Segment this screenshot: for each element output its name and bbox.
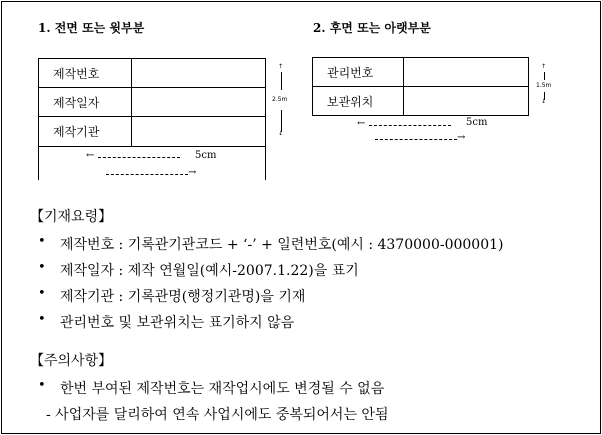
back-row-label: 관리번호 — [313, 58, 404, 87]
arrow-left-icon: ← — [86, 150, 95, 161]
arrow-down-icon: ↓ — [278, 130, 284, 137]
bullet-icon: • — [38, 378, 46, 393]
front-title: 1. 전면 또는 윗부분 — [38, 21, 145, 35]
bullet-icon: • — [38, 260, 46, 275]
dimension-line — [98, 157, 180, 158]
instruction-item: 제작기관 : 기록관명(행정기관명)을 기재 — [60, 289, 306, 305]
dimension-line — [281, 72, 282, 90]
bullet-icon: • — [38, 286, 46, 301]
front-label-table — [38, 58, 266, 147]
dimension-line — [544, 72, 545, 80]
back-row-value — [404, 58, 529, 87]
dimension-line — [375, 139, 457, 140]
front-height-label: 2.5m — [272, 96, 288, 103]
front-row-label: 제작일자 — [39, 88, 132, 117]
back-height-label: 1.5m — [536, 82, 552, 89]
arrow-up-icon: ↑ — [278, 63, 284, 70]
dimension-line — [106, 174, 188, 175]
instruction-item: 제작일자 : 제작 연월일(예시-2007.1.22)을 표기 — [60, 263, 359, 279]
arrow-right-icon: → — [457, 132, 466, 143]
back-width-label: 5cm — [466, 117, 488, 128]
back-label-table — [312, 57, 529, 116]
note-item: 한번 부여된 제작번호는 재작업시에도 변경될 수 없음 — [60, 381, 385, 397]
instructions-heading: 【기재요령】 — [30, 209, 113, 225]
notes-heading: 【주의사항】 — [30, 353, 113, 369]
arrow-down-icon: ↓ — [541, 98, 547, 105]
front-row-value — [132, 59, 266, 88]
front-row-value — [132, 117, 266, 147]
front-row-label: 제작기관 — [39, 117, 132, 147]
dimension-tick — [265, 146, 266, 180]
arrow-left-icon: ← — [357, 118, 366, 129]
front-row-value — [132, 88, 266, 117]
dimension-line — [281, 110, 282, 132]
note-sub-item: - 사업자를 달리하여 연속 사업시에도 중복되어서는 안됨 — [46, 407, 389, 423]
back-title: 2. 후면 또는 아랫부분 — [313, 21, 431, 35]
bullet-icon: • — [38, 312, 46, 327]
back-row-value — [404, 87, 529, 116]
bullet-icon: • — [38, 234, 46, 249]
arrow-right-icon: → — [188, 167, 197, 178]
dimension-tick — [38, 146, 39, 180]
front-row-label: 제작번호 — [39, 59, 132, 88]
dimension-line — [369, 125, 451, 126]
instruction-item: 관리번호 및 보관위치는 표기하지 않음 — [60, 315, 295, 331]
arrow-up-icon: ↑ — [541, 63, 547, 70]
instruction-item: 제작번호 : 기록관기관코드 + ‘-’ + 일련번호(예시 : 4370000-000001) — [60, 237, 504, 253]
front-width-label: 5cm — [195, 150, 217, 161]
back-row-label: 보관위치 — [313, 87, 404, 116]
